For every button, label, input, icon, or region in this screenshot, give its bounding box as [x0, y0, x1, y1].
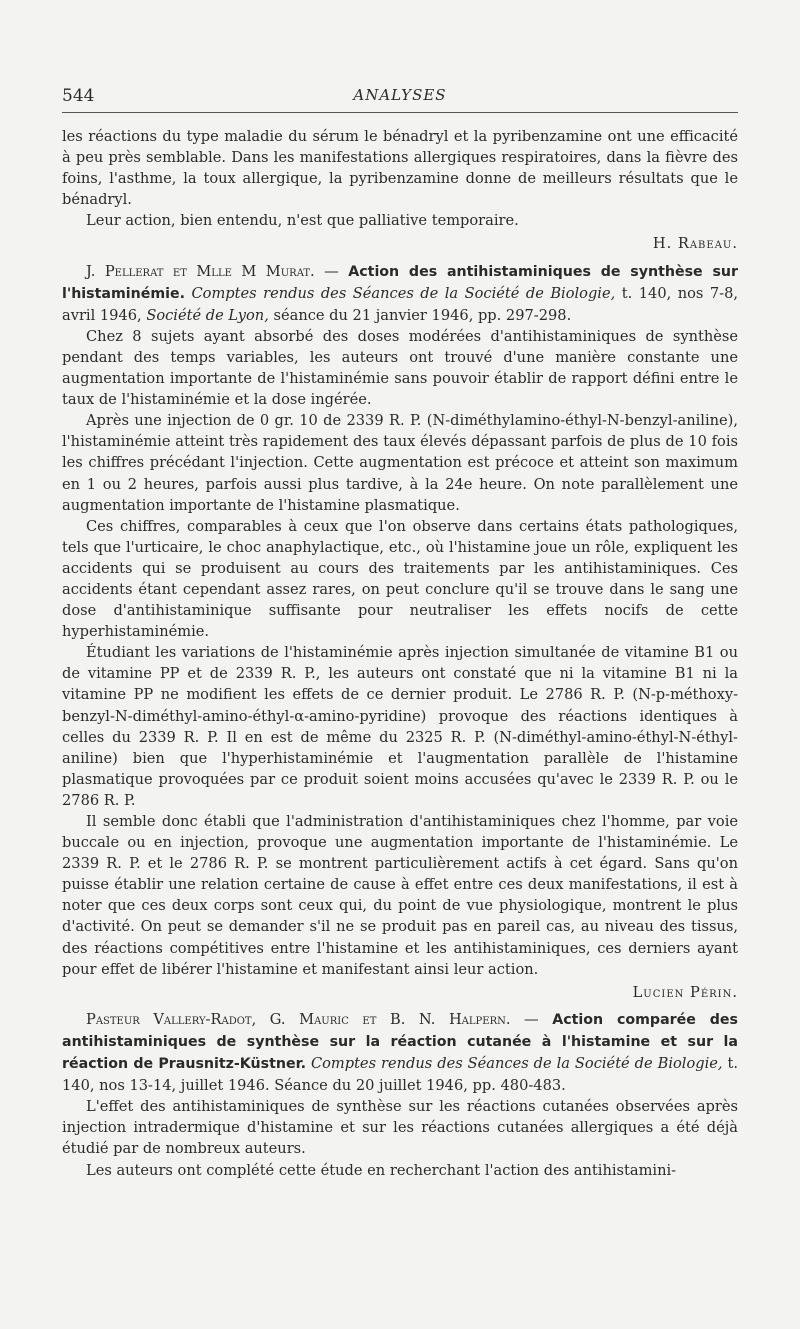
- reference-heading: [62, 1009, 738, 1096]
- source: Comptes rendus des Séances de la Société de Biologie,: [191, 284, 616, 302]
- authors: J. Pellerat et Mlle M Murat. —: [86, 262, 339, 280]
- reference-heading: [62, 261, 738, 326]
- page-number: 544: [62, 86, 95, 106]
- signature: H. Rabeau.: [652, 235, 738, 253]
- authors: Pasteur Vallery-Radot, G. Mauric et B. N. Halpern. —: [86, 1010, 539, 1028]
- paragraph: Les auteurs ont complété cette étude en recherchant l'action des antihistamini-: [86, 1161, 677, 1179]
- article-title: Action des antihistaminiques de synthèse sur l'histaminémie.: [62, 263, 738, 302]
- source: Société de Lyon,: [146, 306, 269, 324]
- source-details: séance du 21 janvier 1946, pp. 297-298.: [273, 306, 572, 324]
- paragraph: Après une injection de 0 gr. 10 de 2339 R. P. (N-diméthylamino-éthyl-N-benzyl-aniline), l'histaminémie atteint très rapidement des taux élevés dépassant parfois de plus de 10 fois les chiffres précédant l'injection. Cette augmentation est précoce et atteint son maximum en 1 ou 2 heures, parfois aussi plus tardive, à la 24e heure. On note parallèlement une augmentation importante de l'histamine plasmatique.: [62, 412, 738, 514]
- source: Comptes rendus des Séances de la Société de Biologie,: [310, 1055, 723, 1073]
- paragraph: L'effet des antihistaminiques de synthèse sur les réactions cutanées observées après injection intradermique d'histamine et sur les réactions cutanées allergiques a été déjà étudié par de nombreux auteurs.: [62, 1098, 738, 1158]
- running-title: ANALYSES: [353, 86, 447, 104]
- paragraph: les réactions du type maladie du sérum le bénadryl et la pyribenzamine ont une efficacité à peu près semblable. Dans les manifestations allergiques respiratoires, dans la fièvre des foins, l'asthme, la toux allergique, la pyribenzamine donne de meilleurs résultats que le bénadryl.: [62, 128, 738, 209]
- signature: Lucien Périn.: [632, 983, 738, 1001]
- paragraph: Étudiant les variations de l'histaminémie après injection simultanée de vitamine B1 ou de vitamine PP et de 2339 R. P., les auteurs ont constaté que ni la vitamine B1 ni la vitamine PP ne modifient les effets de ce dernier produit. Le 2786 R. P. (N-p-méthoxy-benzyl-N-diméthyl-amino-éthyl-α-amino-pyridine) provoque des réactions identiques à celles du 2339 R. P. Il en est de même du 2325 R. P. (N-diméthyl-amino-éthyl-N-éthyl-aniline) bien que l'hyperhistaminémie et l'augmentation parallèle de l'histamine plasmatique provoquées par ce produit soient moins accusées qu'avec le 2339 R. P. ou le 2786 R. P.: [62, 644, 738, 809]
- source-details: t. 140, nos 13-14, juillet 1946. Séance du 20 juillet 1946, pp. 480-483.: [62, 1055, 739, 1095]
- page-header: [62, 86, 738, 113]
- page-body: [62, 126, 738, 1181]
- source-details: t. 140, nos 7-8, avril 1946,: [62, 284, 739, 324]
- paragraph: Il semble donc établi que l'administration d'antihistaminiques chez l'homme, par voie buccale ou en injection, provoque une augmentation importante de l'histaminémie. Le 2339 R. P. et le 2786 R. P. se montrent particulièrement actifs à cet égard. Sans qu'on puisse établir une relation certaine de cause à effet entre ces deux manifestations, il est à noter que ces deux corps sont ceux qui, du point de vue physiologique, montrent le plus d'activité. On peut se demander s'il ne se produit pas en pareil cas, au niveau des tissus, des réactions compétitives entre l'histamine et les antihistaminiques, ces derniers ayant pour effet de libérer l'histamine et manifestant ainsi leur action.: [62, 813, 738, 978]
- paragraph: Chez 8 sujets ayant absorbé des doses modérées d'antihistaminiques de synthèse pendant des temps variables, les auteurs ont trouvé d'une manière constante une augmentation importante de l'histaminémie sans pouvoir établir de rapport défini entre le taux de l'histaminémie et la dose ingérée.: [62, 327, 738, 409]
- article-title: Action comparée des antihistaminiques de synthèse sur la réaction cutanée à l'histamine et sur la réaction de Prausnitz-Küstner.: [62, 1011, 738, 1073]
- paragraph: Ces chiffres, comparables à ceux que l'on observe dans certains états pathologiques, tels que l'urticaire, le choc anaphylactique, etc., où l'histamine joue un rôle, expliquent les accidents qui se produisent au cours des traitements par les antihistaminiques. Ces accidents étant cependant assez rares, on peut conclure qu'il se trouve dans le sang une dose d'antihistaminique suffisante pour neutraliser les effets nocifs de cette hyperhistaminémie.: [62, 517, 738, 641]
- paragraph: Leur action, bien entendu, n'est que palliative temporaire.: [86, 212, 519, 230]
